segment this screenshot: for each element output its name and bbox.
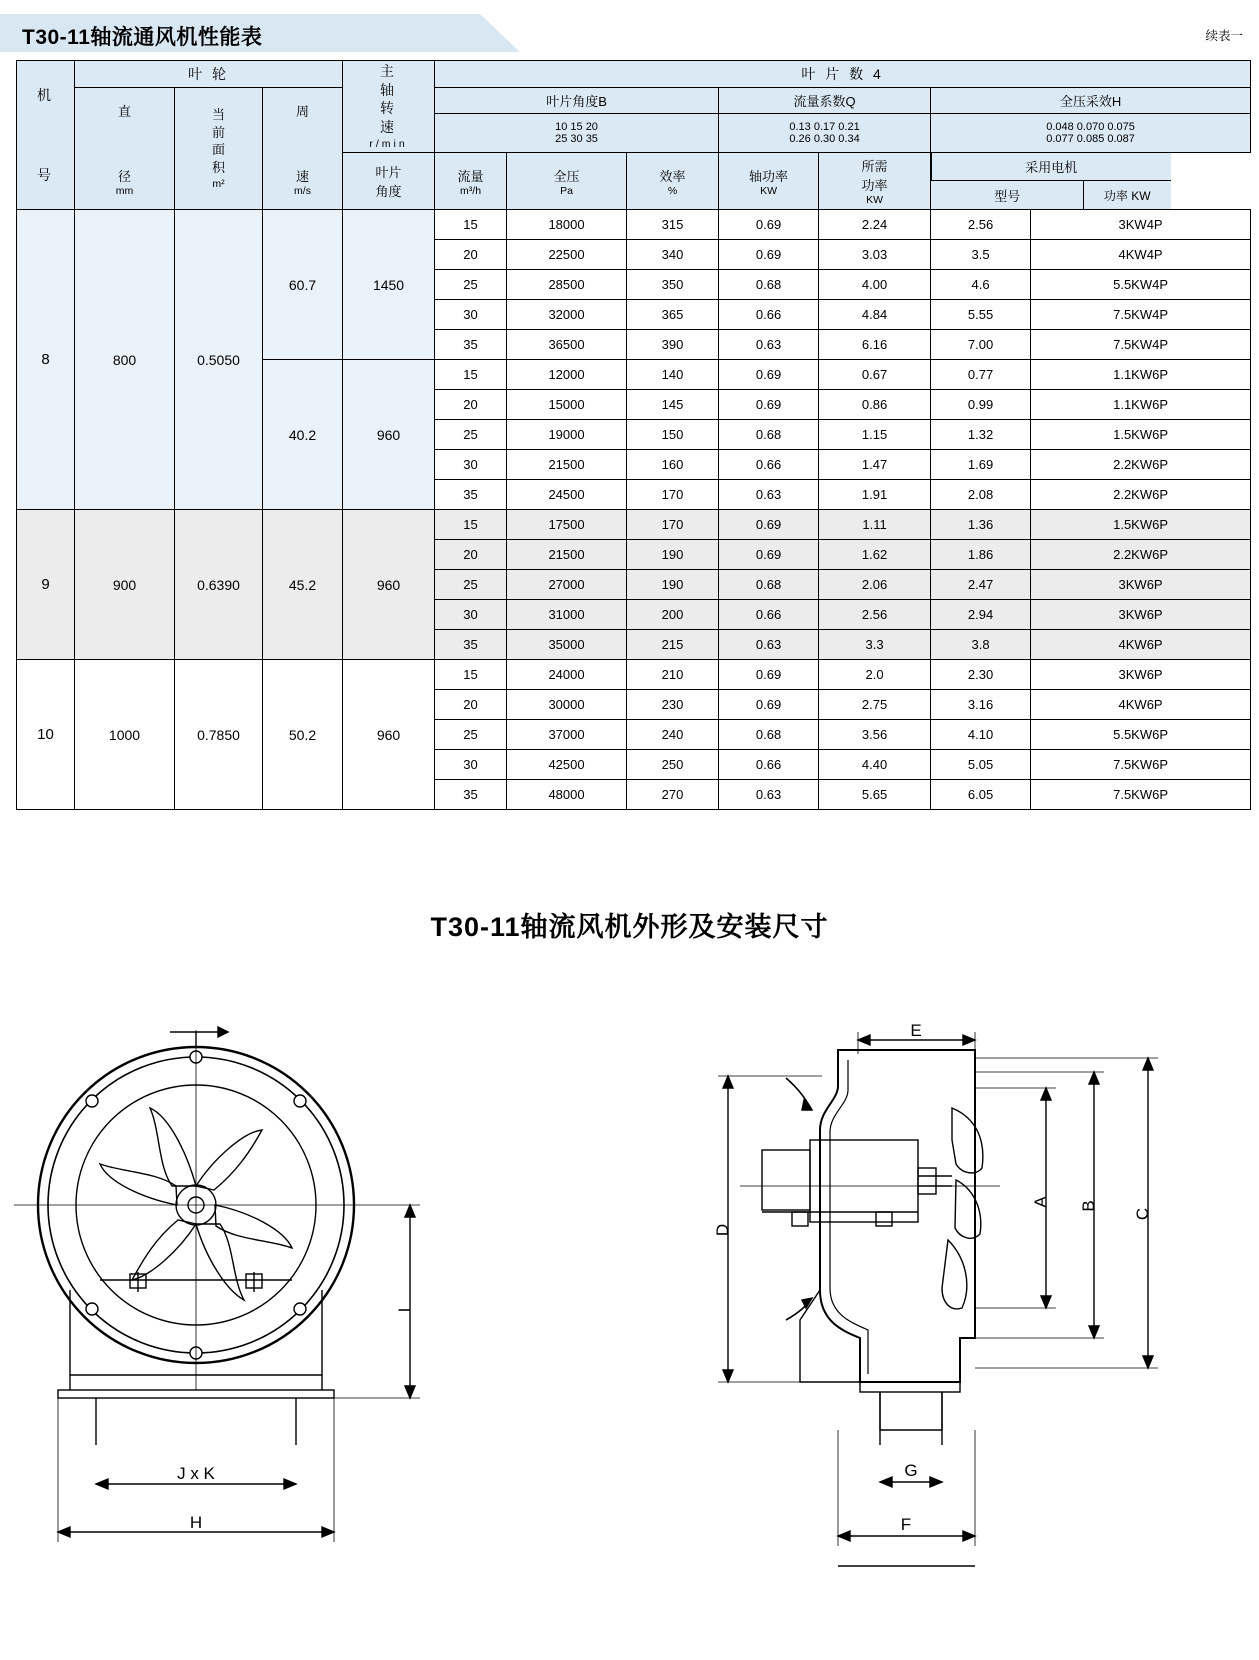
label-G: G [904,1461,918,1480]
press-coef-values [931,114,1251,153]
cell-motor: 3KW6P [1031,600,1251,630]
diagram-title: T30-11轴流风机外形及安装尺寸 [430,912,829,942]
cell-flow: 31000 [507,600,627,630]
cell-shaft-power: 1.47 [819,450,931,480]
label-F: F [900,1515,912,1534]
cell-angle: 15 [435,360,507,390]
label-I: I [395,1307,414,1313]
subheader-motor-power: 功率 KW [1083,181,1170,210]
cell-angle: 20 [435,540,507,570]
cell-motor: 1.1KW6P [1031,360,1251,390]
tip-speed-value: 50.2 [263,660,343,810]
cell-motor: 1.5KW6P [1031,510,1251,540]
header-flow-coef: 流量系数Q [719,88,931,114]
machine-diameter: 1000 [75,660,175,810]
cell-pressure: 340 [627,240,719,270]
tip-speed-value: 40.2 [263,360,343,510]
cell-angle: 20 [435,240,507,270]
cell-efficiency: 0.66 [719,300,819,330]
cell-angle: 35 [435,630,507,660]
cell-pressure: 140 [627,360,719,390]
header-row-groups [17,61,1251,88]
cell-flow: 21500 [507,450,627,480]
subheader-pressure [507,153,627,210]
machine-no: 9 [17,510,75,660]
cell-efficiency: 0.66 [719,750,819,780]
cell-pressure: 240 [627,720,719,750]
cell-angle: 30 [435,750,507,780]
cell-shaft-power: 1.11 [819,510,931,540]
cell-motor: 4KW6P [1031,630,1251,660]
cell-motor: 4KW4P [1031,240,1251,270]
cell-angle: 15 [435,210,507,240]
cell-pressure: 390 [627,330,719,360]
header-blade-angle-b: 叶片角度B [435,88,719,114]
subheader-angle-l1: 叶片 [375,165,402,180]
table-row [17,510,1251,540]
cell-flow: 28500 [507,270,627,300]
cell-shaft-power: 0.67 [819,360,931,390]
performance-table-wrap [16,60,1243,810]
cell-efficiency: 0.66 [719,600,819,630]
cell-shaft-power: 2.75 [819,690,931,720]
blade-angle-values-1: 10 15 20 [555,121,598,133]
cell-shaft-power: 2.24 [819,210,931,240]
cell-angle: 30 [435,600,507,630]
cell-efficiency: 0.63 [719,630,819,660]
cell-req-power: 4.10 [931,720,1031,750]
continued-label: 续表一 [1205,29,1243,43]
cell-req-power: 1.32 [931,420,1031,450]
cell-shaft-power: 6.16 [819,330,931,360]
cell-angle: 20 [435,390,507,420]
cell-pressure: 210 [627,660,719,690]
subheader-pressure-unit: Pa [560,184,573,197]
page-title: T30-11轴流通风机性能表 [22,26,263,49]
cell-angle: 25 [435,570,507,600]
cell-req-power: 2.56 [931,210,1031,240]
dimension-F [838,1430,975,1566]
cell-req-power: 1.36 [931,510,1031,540]
cell-efficiency: 0.68 [719,420,819,450]
flow-coef-values-2: 0.26 0.30 0.34 [789,133,860,145]
cell-efficiency: 0.68 [719,570,819,600]
dimension-I [334,1205,420,1398]
flow-coef-values [719,114,931,153]
cell-efficiency: 0.69 [719,360,819,390]
cell-motor: 2.2KW6P [1031,450,1251,480]
cell-flow: 32000 [507,300,627,330]
label-D: D [713,1223,732,1237]
cell-angle: 15 [435,660,507,690]
cell-flow: 48000 [507,780,627,810]
subheader-shaft-power-l1: 轴功率 [749,168,789,184]
header-machine-l2: 号 [37,167,54,183]
cell-efficiency: 0.69 [719,540,819,570]
cell-motor: 5.5KW6P [1031,720,1251,750]
cell-req-power: 2.08 [931,480,1031,510]
cell-angle: 30 [435,300,507,330]
machine-area: 0.5050 [175,210,263,510]
header-impeller-group: 叶 轮 [75,61,343,88]
area-unit: m² [212,177,225,190]
header-diameter [75,88,175,210]
cell-pressure: 170 [627,510,719,540]
header-tip-speed [263,88,343,210]
rpm-value: 1450 [343,210,435,360]
cell-motor: 7.5KW6P [1031,750,1251,780]
cell-shaft-power: 1.62 [819,540,931,570]
cell-angle: 35 [435,780,507,810]
cell-req-power: 6.05 [931,780,1031,810]
label-B: B [1079,1200,1098,1212]
cell-motor: 2.2KW6P [1031,480,1251,510]
cell-req-power: 0.77 [931,360,1031,390]
cell-flow: 27000 [507,570,627,600]
header-blades-group: 叶 片 数 4 [435,61,1251,88]
cell-req-power: 5.05 [931,750,1031,780]
cell-angle: 25 [435,420,507,450]
cell-req-power: 1.86 [931,540,1031,570]
cell-motor: 5.5KW4P [1031,270,1251,300]
cell-shaft-power: 3.56 [819,720,931,750]
cell-req-power: 7.00 [931,330,1031,360]
press-coef-values-2: 0.077 0.085 0.087 [1046,133,1135,145]
cell-shaft-power: 0.86 [819,390,931,420]
subheader-flow-l1: 流量 [457,168,484,184]
cell-efficiency: 0.63 [719,780,819,810]
cell-shaft-power: 1.15 [819,420,931,450]
performance-table [16,60,1251,810]
fan-drawings [0,990,1259,1630]
cell-motor: 7.5KW4P [1031,300,1251,330]
subheader-req-power-unit: KW [866,194,883,206]
cell-shaft-power: 4.00 [819,270,931,300]
header-shaft-speed [343,61,435,153]
cell-shaft-power: 2.0 [819,660,931,690]
label-H: H [189,1513,203,1532]
cell-pressure: 365 [627,300,719,330]
shaft-unit: r/min [369,138,408,151]
machine-no: 10 [17,660,75,810]
cell-angle: 15 [435,510,507,540]
cell-pressure: 250 [627,750,719,780]
cell-efficiency: 0.68 [719,720,819,750]
cell-pressure: 190 [627,540,719,570]
cell-shaft-power: 3.03 [819,240,931,270]
diameter-l2: 径 [117,168,131,184]
cell-flow: 18000 [507,210,627,240]
shaft-l2: 轴 [380,81,398,98]
subheader-efficiency-unit: % [667,184,678,197]
area-l4: 积 [211,159,225,175]
header-machine-l1: 机 [37,87,54,103]
cell-shaft-power: 3.3 [819,630,931,660]
header-area [175,88,263,210]
rpm-value: 960 [343,510,435,660]
machine-diameter: 900 [75,510,175,660]
machine-diameter: 800 [75,210,175,510]
dimension-D [718,1076,822,1382]
cell-motor: 7.5KW4P [1031,330,1251,360]
cell-angle: 35 [435,480,507,510]
label-E: E [910,1021,922,1040]
subheader-shaft-power [719,153,819,210]
cell-motor: 3KW6P [1031,660,1251,690]
header-press-coef: 全压采效H [931,88,1251,114]
cell-pressure: 150 [627,420,719,450]
area-l2: 前 [211,124,225,140]
tip-speed-l2: 速 [296,168,310,184]
table-row [17,210,1251,240]
cell-motor: 1.5KW6P [1031,420,1251,450]
cell-pressure: 145 [627,390,719,420]
cell-efficiency: 0.63 [719,480,819,510]
shaft-l4: 速 [380,119,398,136]
label-JK: J x K [177,1464,215,1483]
cell-efficiency: 0.69 [719,390,819,420]
cell-shaft-power: 4.84 [819,300,931,330]
cell-req-power: 0.99 [931,390,1031,420]
subheader-motor-model: 型号 [932,181,1084,210]
cell-req-power: 1.69 [931,450,1031,480]
cell-flow: 37000 [507,720,627,750]
cell-angle: 25 [435,270,507,300]
cell-flow: 17500 [507,510,627,540]
cell-req-power: 3.5 [931,240,1031,270]
cell-shaft-power: 5.65 [819,780,931,810]
cell-efficiency: 0.69 [719,210,819,240]
cell-angle: 35 [435,330,507,360]
subheader-req-power-l2: 功率 [861,178,888,193]
cell-pressure: 270 [627,780,719,810]
flow-coef-values-1: 0.13 0.17 0.21 [789,121,860,133]
machine-no: 8 [17,210,75,510]
rpm-value: 960 [343,660,435,810]
cell-req-power: 3.16 [931,690,1031,720]
subheader-motor-group: 采用电机 [932,153,1171,181]
area-l3: 面 [211,142,225,158]
title-banner [0,14,560,52]
cell-pressure: 170 [627,480,719,510]
cell-flow: 24500 [507,480,627,510]
cell-req-power: 5.55 [931,300,1031,330]
label-C: C [1133,1207,1152,1221]
header-row-coefs [17,88,1251,114]
cell-req-power: 2.47 [931,570,1031,600]
cell-flow: 21500 [507,540,627,570]
diagram-area [0,990,1259,1630]
cell-angle: 30 [435,450,507,480]
tip-speed-unit: m/s [294,184,311,197]
subheader-req-power-l1: 所需 [861,159,888,174]
cell-pressure: 315 [627,210,719,240]
cell-pressure: 230 [627,690,719,720]
cell-motor: 1.1KW6P [1031,390,1251,420]
cell-flow: 42500 [507,750,627,780]
cell-angle: 25 [435,720,507,750]
cell-efficiency: 0.69 [719,690,819,720]
cell-angle: 20 [435,690,507,720]
cell-flow: 22500 [507,240,627,270]
cell-flow: 30000 [507,690,627,720]
cell-flow: 36500 [507,330,627,360]
cell-efficiency: 0.68 [719,270,819,300]
machine-area: 0.7850 [175,660,263,810]
shaft-l1: 主 [380,62,398,79]
motor-body [762,1150,810,1210]
cell-flow: 35000 [507,630,627,660]
cell-motor: 4KW6P [1031,690,1251,720]
cell-flow: 24000 [507,660,627,690]
cell-pressure: 190 [627,570,719,600]
cell-req-power: 3.8 [931,630,1031,660]
cell-req-power: 2.94 [931,600,1031,630]
cell-req-power: 4.6 [931,270,1031,300]
subheader-flow [435,153,507,210]
cell-efficiency: 0.69 [719,660,819,690]
subheader-req-power [819,153,931,210]
motor-housing [810,1140,918,1222]
area-l1: 当 [211,107,225,123]
tip-speed-value: 60.7 [263,210,343,360]
cell-motor: 7.5KW6P [1031,780,1251,810]
tip-speed-l1: 周 [296,103,310,119]
tip-speed-value: 45.2 [263,510,343,660]
cell-pressure: 200 [627,600,719,630]
table-row [17,660,1251,690]
subheader-pressure-l1: 全压 [553,168,580,184]
cell-efficiency: 0.69 [719,240,819,270]
cell-flow: 19000 [507,420,627,450]
cell-efficiency: 0.63 [719,330,819,360]
cell-shaft-power: 2.06 [819,570,931,600]
cell-pressure: 350 [627,270,719,300]
subheader-angle [343,153,435,210]
subheader-efficiency-l1: 效率 [659,168,686,184]
rpm-value: 960 [343,360,435,510]
cell-flow: 12000 [507,360,627,390]
cell-flow: 15000 [507,390,627,420]
press-coef-values-1: 0.048 0.070 0.075 [1046,121,1135,133]
subheader-efficiency [627,153,719,210]
blade-angle-values [435,114,719,153]
label-A: A [1031,1196,1050,1208]
cell-pressure: 215 [627,630,719,660]
diameter-l1: 直 [117,103,131,119]
cell-pressure: 160 [627,450,719,480]
subheader-angle-l2: 角度 [375,184,402,199]
subheader-shaft-power-unit: KW [760,184,777,197]
cell-shaft-power: 2.56 [819,600,931,630]
cell-shaft-power: 1.91 [819,480,931,510]
cell-req-power: 2.30 [931,660,1031,690]
dimension-C [975,1058,1158,1368]
front-flow-arrow [170,1027,228,1048]
blade-angle-values-2: 25 30 35 [555,133,598,145]
cell-shaft-power: 4.40 [819,750,931,780]
cell-motor: 2.2KW6P [1031,540,1251,570]
cell-motor: 3KW4P [1031,210,1251,240]
cell-motor: 3KW6P [1031,570,1251,600]
cell-efficiency: 0.69 [719,510,819,540]
header-machine [17,61,75,210]
shaft-l3: 转 [380,100,398,117]
cell-efficiency: 0.66 [719,450,819,480]
diameter-unit: mm [115,184,134,197]
machine-area: 0.6390 [175,510,263,660]
subheader-flow-unit: m³/h [460,184,482,197]
